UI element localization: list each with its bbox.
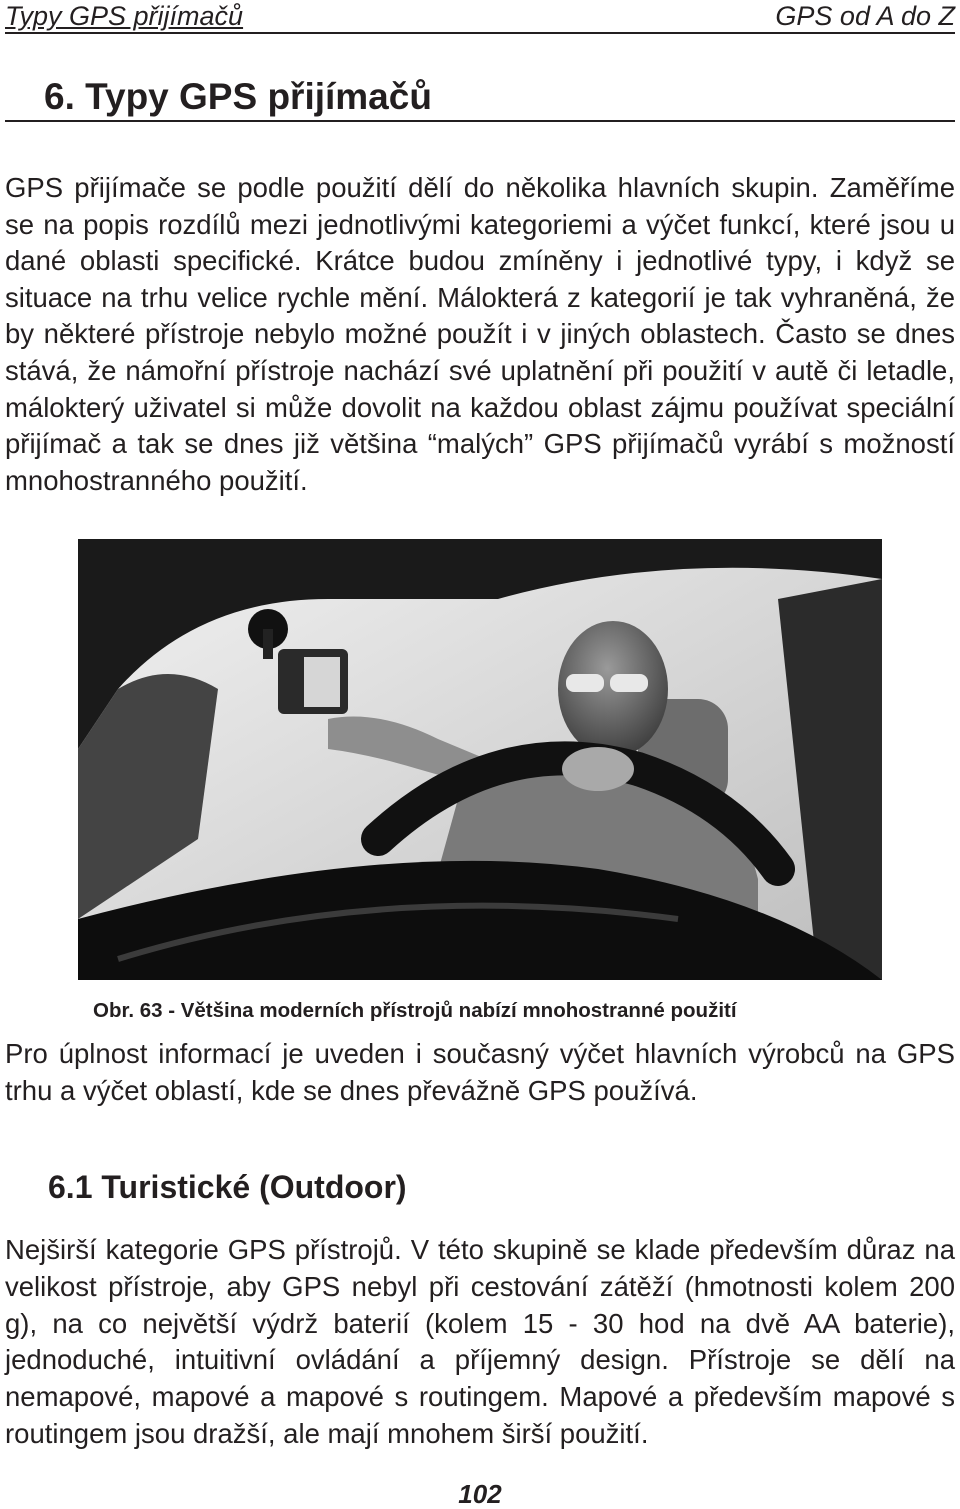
manufacturers-paragraph: Pro úplnost informací je uveden i současný výčet hlavních výrobců na GPS trhu a výčet oblastí, kde se dnes převážně GPS používá. bbox=[5, 1038, 955, 1106]
outdoor-paragraph: Nejširší kategorie GPS přístrojů. V této skupině se klade především důraz na velikost přístroje, aby GPS nebyl při cestování zátěží (hmotnosti kolem 200 g), na co největší výdrž baterií (kolem 15 - 30 hod na dvě AA baterie), jednoduché, intuitivní ovládání a příjemný design. Přístroje se dělí na nemapové, mapové a mapové s routingem. Mapové a především mapové s routingem jsou dražší, ale mají mnohem širší použití. bbox=[5, 1234, 955, 1449]
figure-caption: Obr. 63 - Většina moderních přístrojů nabízí mnohostranné použití bbox=[93, 999, 737, 1022]
running-header-right: GPS od A do Z bbox=[775, 1, 955, 31]
running-header bbox=[5, 0, 955, 34]
intro-paragraph: GPS přijímače se podle použití dělí do několika hlavních skupin. Zaměříme se na popis rozdílů mezi jednotlivými kategoriemi a výčet funkcí, které jsou u dané oblasti specifické. Krátce budou zmíněny i jednotlivé typy, i když se situace na trhu velice rychle mění. Málokterá z kategorií je tak vyhraněná, že by některé přístroje nebylo možné použít i v jiných oblastech. Často se dnes stává, že námořní přístroje nachází své uplatnění při použití v autě či letadle, málokterý uživatel si může dovolit na každou oblast zájmu používat speciální přijímač a tak se dnes již většina “malých” GPS přijímačů vyrábí s možností mnohostranného použití. bbox=[5, 172, 955, 496]
chapter-title-rule bbox=[5, 120, 955, 122]
running-header-left: Typy GPS přijímačů bbox=[5, 1, 244, 31]
page-number: 102 bbox=[458, 1479, 502, 1509]
chapter-title: 6. Typy GPS přijímačů bbox=[44, 76, 432, 117]
section-title: 6.1 Turistické (Outdoor) bbox=[48, 1169, 407, 1205]
figure-photo-driver-with-gps bbox=[78, 539, 882, 980]
